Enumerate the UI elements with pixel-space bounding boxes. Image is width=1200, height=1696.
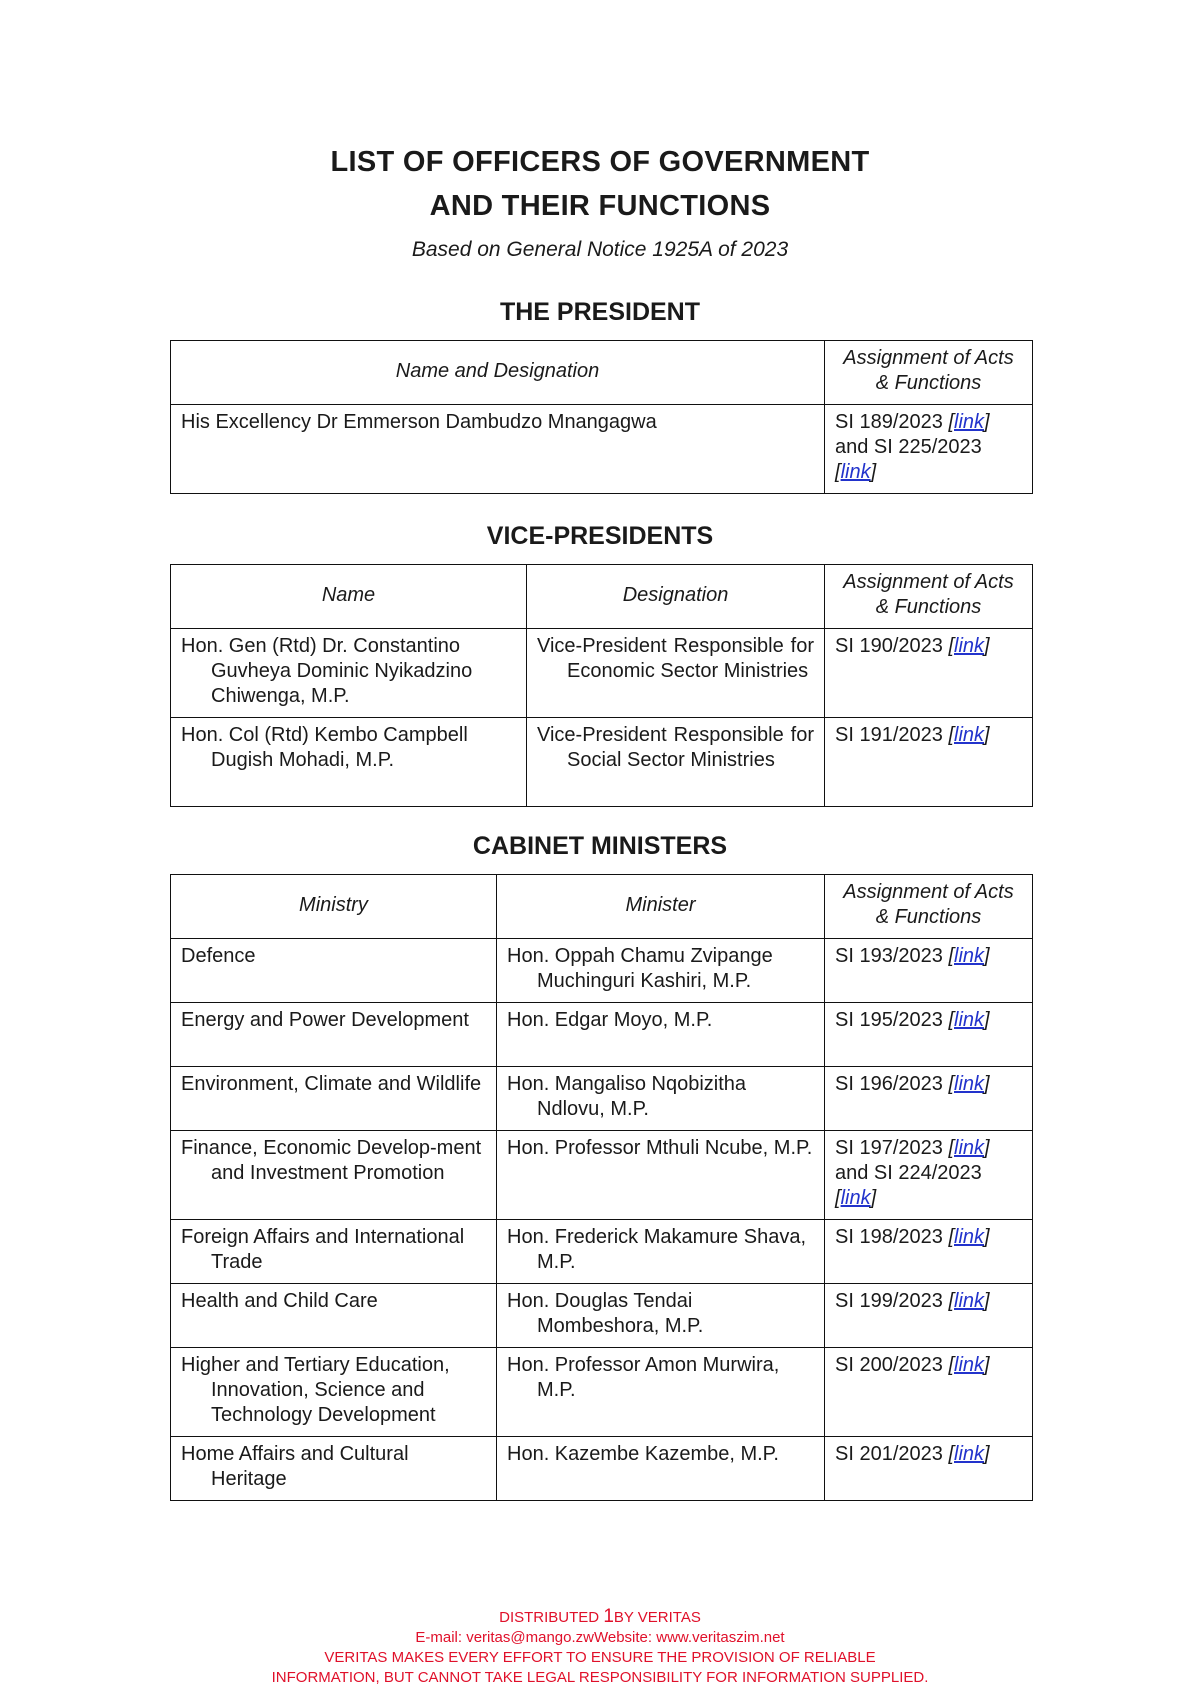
assignment-cell: SI 193/2023 [link] — [825, 939, 1033, 1003]
assignment-cell: SI 189/2023 [link] and SI 225/2023 [link] — [825, 405, 1033, 494]
vp-name: Hon. Gen (Rtd) Dr. Constantino Guvheya Dominic Nyikadzino Chiwenga, M.P. — [171, 629, 527, 718]
si-reference: SI 200/2023 — [835, 1354, 943, 1376]
assignment-cell: SI 197/2023 [link] and SI 224/2023 [link] — [825, 1131, 1033, 1220]
document-subtitle: Based on General Notice 1925A of 2023 — [411, 238, 789, 261]
column-header: Minister — [497, 875, 825, 939]
assignment-cell: SI 200/2023 [link] — [825, 1348, 1033, 1437]
column-header: Name — [171, 565, 527, 629]
minister-name: Hon. Oppah Chamu Zvipange Muchinguri Kashiri, M.P. — [497, 939, 825, 1003]
si-reference: SI 199/2023 — [835, 1290, 943, 1312]
si-link[interactable]: link — [954, 411, 985, 433]
ministry-name: Environment, Climate and Wildlife — [171, 1067, 497, 1131]
table-row — [171, 1067, 1033, 1131]
si-reference: SI 198/2023 — [835, 1226, 943, 1248]
ministry-name: Finance, Economic Develop-ment and Investment Promotion — [171, 1131, 497, 1220]
column-header: Ministry — [171, 875, 497, 939]
ministry-name: Health and Child Care — [171, 1284, 497, 1348]
table-header-row — [171, 565, 1033, 629]
si-link[interactable]: link — [840, 1187, 871, 1209]
president-table — [170, 340, 1033, 494]
minister-name: Hon. Professor Amon Murwira, M.P. — [497, 1348, 825, 1437]
column-header: Designation — [527, 565, 825, 629]
ministry-name: Energy and Power Development — [171, 1003, 497, 1067]
assignment-cell: SI 191/2023 [link] — [825, 718, 1033, 807]
table-row — [171, 1131, 1033, 1220]
si-link[interactable]: link — [954, 1290, 985, 1312]
president-name: His Excellency Dr Emmerson Dambudzo Mnangagwa — [171, 405, 825, 494]
si-reference: SI 195/2023 — [835, 1009, 943, 1031]
si-link[interactable]: link — [954, 724, 985, 746]
ministry-name: Defence — [171, 939, 497, 1003]
table-header-row — [171, 341, 1033, 405]
footer-distribution-line — [0, 1607, 1200, 1628]
footer-text: BY VERITAS — [613, 1609, 701, 1626]
minister-name: Hon. Kazembe Kazembe, M.P. — [497, 1437, 825, 1501]
si-link[interactable]: link — [954, 1073, 985, 1095]
si-reference: SI 201/2023 — [835, 1443, 943, 1465]
page-footer — [0, 1607, 1200, 1688]
ministry-name: Foreign Affairs and International Trade — [171, 1220, 497, 1284]
table-row — [171, 939, 1033, 1003]
table-row — [171, 1284, 1033, 1348]
table-row — [171, 718, 1033, 807]
footer-contact-line: E-mail: veritas@mango.zwWebsite: www.veritaszim.net — [415, 1629, 785, 1646]
si-link[interactable]: link — [840, 461, 871, 483]
assignment-cell: SI 190/2023 [link] — [825, 629, 1033, 718]
si-reference: SI 190/2023 — [835, 635, 943, 657]
vp-designation: Vice-President Responsible for Economic Sector Ministries — [527, 629, 825, 718]
assignment-cell: SI 201/2023 [link] — [825, 1437, 1033, 1501]
footer-disclaimer-line2: INFORMATION, BUT CANNOT TAKE LEGAL RESPONSIBILITY FOR INFORMATION SUPPLIED. — [271, 1669, 929, 1686]
si-reference: SI 191/2023 — [835, 724, 943, 746]
minister-name: Hon. Edgar Moyo, M.P. — [497, 1003, 825, 1067]
ministry-name: Home Affairs and Cultural Heritage — [171, 1437, 497, 1501]
vp-name: Hon. Col (Rtd) Kembo Campbell Dugish Mohadi, M.P. — [171, 718, 527, 807]
minister-name: Hon. Professor Mthuli Ncube, M.P. — [497, 1131, 825, 1220]
assignment-cell: SI 195/2023 [link] — [825, 1003, 1033, 1067]
document-title-line2: AND THEIR FUNCTIONS — [429, 190, 771, 222]
page-number: 1 — [603, 1606, 614, 1627]
si-reference: and SI 225/2023 — [835, 436, 982, 458]
column-header: Assignment of Acts & Functions — [825, 565, 1033, 629]
section-heading-vice-presidents: VICE-PRESIDENTS — [486, 522, 714, 550]
minister-name: Hon. Frederick Makamure Shava, M.P. — [497, 1220, 825, 1284]
si-link[interactable]: link — [954, 635, 985, 657]
table-row — [171, 1003, 1033, 1067]
assignment-cell: SI 196/2023 [link] — [825, 1067, 1033, 1131]
si-link[interactable]: link — [954, 1226, 985, 1248]
si-reference: and SI 224/2023 — [835, 1162, 982, 1184]
footer-disclaimer-line1: VERITAS MAKES EVERY EFFORT TO ENSURE THE PROVISION OF RELIABLE — [324, 1649, 876, 1666]
si-link[interactable]: link — [954, 945, 985, 967]
document-title-line1: LIST OF OFFICERS OF GOVERNMENT — [330, 146, 870, 178]
column-header: Name and Designation — [171, 341, 825, 405]
si-link[interactable]: link — [954, 1009, 985, 1031]
table-header-row — [171, 875, 1033, 939]
column-header: Assignment of Acts & Functions — [825, 875, 1033, 939]
si-link[interactable]: link — [954, 1354, 985, 1376]
si-link[interactable]: link — [954, 1443, 985, 1465]
si-reference: SI 197/2023 — [835, 1137, 943, 1159]
minister-name: Hon. Mangaliso Nqobizitha Ndlovu, M.P. — [497, 1067, 825, 1131]
si-reference: SI 193/2023 — [835, 945, 943, 967]
vice-presidents-table — [170, 564, 1033, 807]
footer-text: DISTRIBUTED — [499, 1609, 604, 1626]
section-heading-cabinet-ministers: CABINET MINISTERS — [472, 832, 728, 860]
column-header: Assignment of Acts & Functions — [825, 341, 1033, 405]
cabinet-ministers-table — [170, 874, 1033, 1501]
table-row — [171, 1220, 1033, 1284]
section-heading-president: THE PRESIDENT — [499, 298, 701, 326]
assignment-cell: SI 198/2023 [link] — [825, 1220, 1033, 1284]
table-row — [171, 1437, 1033, 1501]
si-link[interactable]: link — [954, 1137, 985, 1159]
minister-name: Hon. Douglas Tendai Mombeshora, M.P. — [497, 1284, 825, 1348]
table-row — [171, 629, 1033, 718]
assignment-cell: SI 199/2023 [link] — [825, 1284, 1033, 1348]
si-reference: SI 196/2023 — [835, 1073, 943, 1095]
vp-designation: Vice-President Responsible for Social Sector Ministries — [527, 718, 825, 807]
table-row — [171, 405, 1033, 494]
table-row — [171, 1348, 1033, 1437]
ministry-name: Higher and Tertiary Education, Innovation, Science and Technology Development — [171, 1348, 497, 1437]
si-reference: SI 189/2023 — [835, 411, 943, 433]
